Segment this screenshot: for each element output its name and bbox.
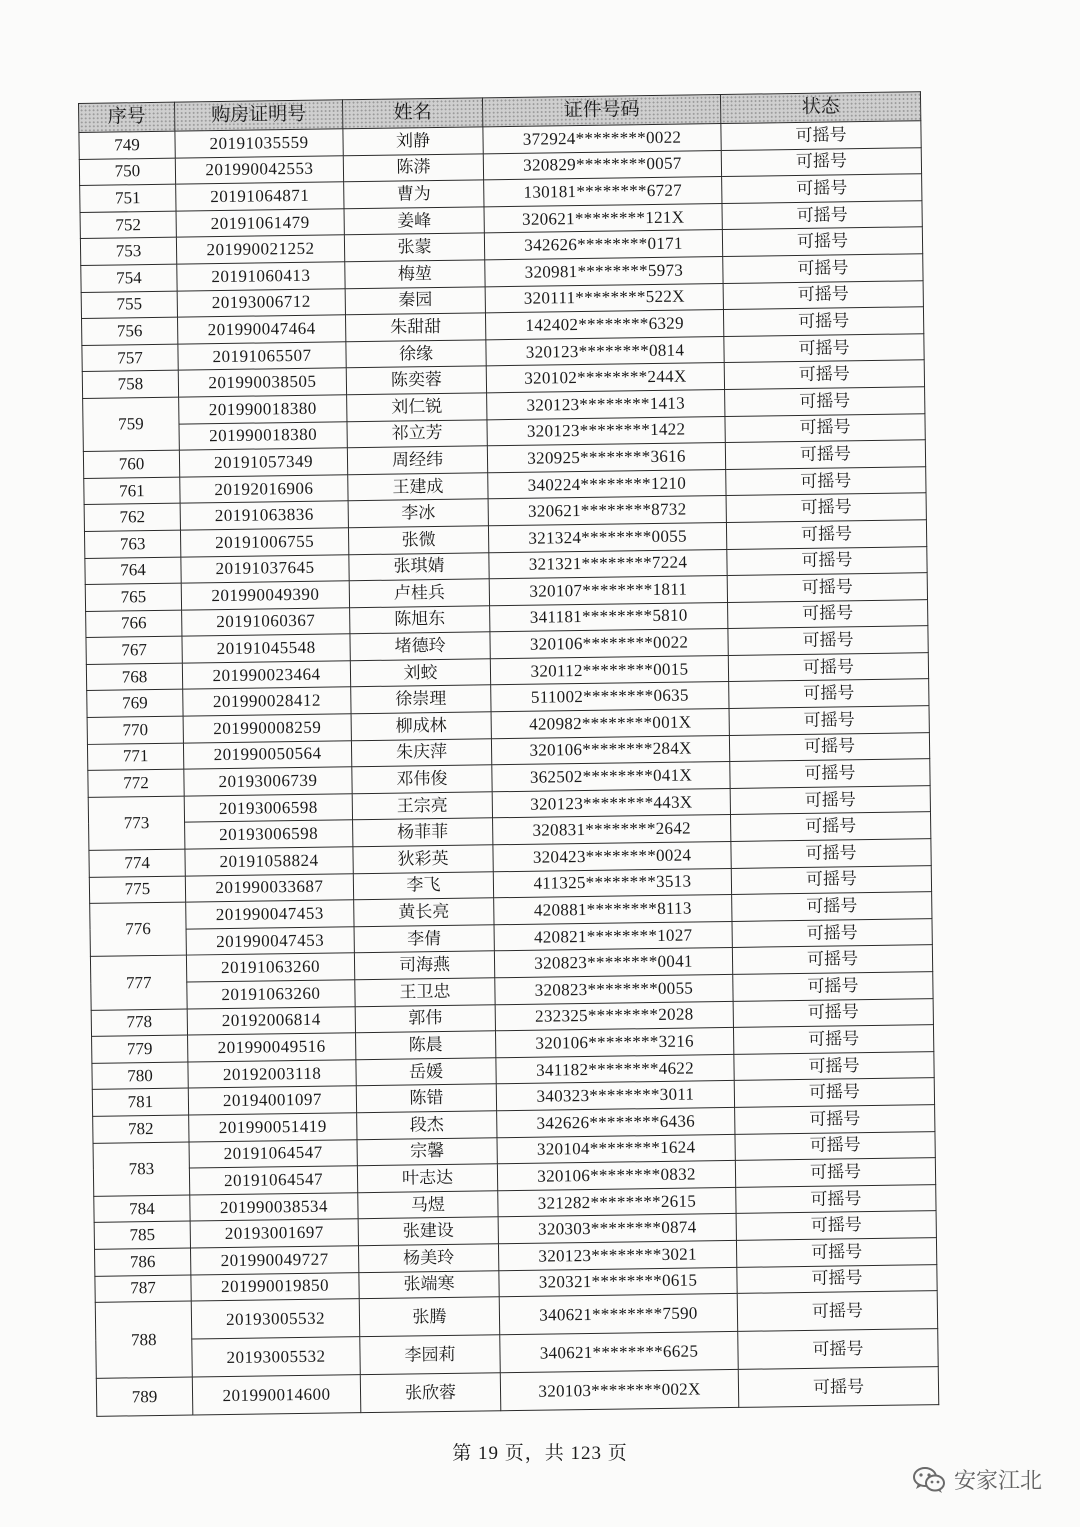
status-cell: 可摇号 — [728, 653, 928, 682]
status-cell: 可摇号 — [724, 333, 924, 362]
applicant-name-cell: 李倩 — [354, 925, 494, 954]
id-number-cell: 321282********2615 — [498, 1187, 736, 1217]
seq-cell: 763 — [84, 530, 180, 558]
purchase-cert-no-cell: 20191058824 — [185, 847, 353, 876]
purchase-cert-no-cell: 201990038534 — [190, 1192, 358, 1221]
applicant-name-cell: 周经纬 — [347, 446, 487, 475]
seq-cell: 775 — [89, 876, 185, 904]
applicant-name-cell: 陈奕蓉 — [346, 366, 486, 395]
seq-cell: 761 — [84, 477, 180, 505]
wechat-icon — [912, 1466, 946, 1494]
status-cell: 可摇号 — [732, 945, 932, 974]
id-number-cell: 232325********2028 — [495, 1001, 733, 1031]
applicant-name-cell: 曹为 — [344, 180, 484, 209]
seq-cell: 753 — [80, 238, 176, 266]
purchase-cert-no-cell: 201990038505 — [178, 368, 346, 397]
status-cell: 可摇号 — [724, 360, 924, 389]
status-cell: 可摇号 — [729, 706, 929, 735]
purchase-cert-no-cell: 201990019850 — [191, 1272, 359, 1301]
seq-cell: 768 — [86, 663, 182, 691]
applicant-name-cell: 邓伟俊 — [352, 765, 492, 794]
purchase-cert-no-cell: 201990047453 — [186, 927, 354, 956]
id-number-cell: 320106********284X — [491, 735, 729, 765]
purchase-cert-no-cell: 20191006755 — [180, 528, 348, 557]
status-cell: 可摇号 — [726, 493, 926, 522]
seq-cell: 779 — [92, 1035, 188, 1063]
applicant-name-cell: 徐缘 — [346, 340, 486, 369]
applicant-name-cell: 叶志达 — [357, 1164, 497, 1193]
seq-cell: 752 — [80, 211, 176, 239]
id-number-cell: 320925********3616 — [487, 443, 725, 473]
purchase-cert-no-cell: 20193006598 — [185, 820, 353, 849]
status-cell: 可摇号 — [731, 865, 931, 894]
seq-cell: 770 — [87, 716, 183, 744]
id-number-cell: 320123********1413 — [487, 389, 725, 419]
status-cell: 可摇号 — [722, 227, 922, 256]
id-number-cell: 320106********3216 — [495, 1028, 733, 1058]
applicant-name-cell: 朱甜甜 — [345, 313, 485, 342]
purchase-cert-no-cell: 20191064547 — [189, 1166, 357, 1195]
seq-cell: 786 — [95, 1248, 191, 1276]
purchase-cert-no-cell: 201990021252 — [176, 235, 344, 264]
purchase-cert-no-cell: 201990023464 — [182, 661, 350, 690]
purchase-cert-no-cell: 201990018380 — [179, 421, 347, 450]
applicant-name-cell: 堵德玲 — [350, 632, 490, 661]
status-cell: 可摇号 — [735, 1158, 935, 1187]
applicant-name-cell: 梅堃 — [345, 260, 485, 289]
applicant-name-cell: 刘蛟 — [350, 659, 490, 688]
status-cell: 可摇号 — [737, 1291, 938, 1332]
purchase-cert-no-cell: 20193006712 — [177, 288, 345, 317]
applicant-name-cell: 杨美玲 — [358, 1244, 498, 1273]
purchase-cert-no-cell: 20191064871 — [176, 182, 344, 211]
id-number-cell: 320423********0024 — [493, 841, 731, 871]
applicant-name-cell: 杨菲菲 — [353, 818, 493, 847]
applicant-table — [78, 91, 939, 1417]
seq-cell: 758 — [82, 370, 178, 398]
purchase-cert-no-cell: 20191045548 — [182, 634, 350, 663]
status-cell: 可摇号 — [726, 520, 926, 549]
seq-cell: 773 — [88, 796, 185, 851]
seq-cell: 788 — [95, 1301, 192, 1378]
status-cell: 可摇号 — [726, 466, 926, 495]
purchase-cert-no-cell: 201990047453 — [186, 900, 354, 929]
watermark-text: 安家江北 — [953, 1469, 1042, 1494]
seq-cell: 780 — [92, 1062, 188, 1090]
seq-cell: 759 — [83, 397, 180, 452]
id-number-cell: 320123********443X — [492, 788, 730, 818]
applicant-name-cell: 卢桂兵 — [349, 579, 489, 608]
seq-cell: 783 — [93, 1142, 190, 1197]
purchase-cert-no-cell: 20191063260 — [186, 953, 354, 982]
purchase-cert-no-cell: 201990051419 — [189, 1113, 357, 1142]
applicant-name-cell: 段杰 — [357, 1111, 497, 1140]
id-number-cell: 342626********6436 — [497, 1107, 735, 1137]
applicant-name-cell: 张建设 — [358, 1217, 498, 1246]
applicant-name-cell: 张端寒 — [359, 1270, 499, 1299]
applicant-name-cell: 马煜 — [358, 1190, 498, 1219]
id-number-cell: 320111********522X — [485, 283, 723, 313]
purchase-cert-no-cell: 20191060413 — [177, 262, 345, 291]
status-cell: 可摇号 — [733, 1025, 933, 1054]
table-body — [79, 121, 939, 1417]
applicant-name-cell: 郭伟 — [355, 1004, 495, 1033]
id-number-cell: 320123********0814 — [486, 336, 724, 366]
purchase-cert-no-cell: 20191061479 — [176, 209, 344, 238]
applicant-name-cell: 陈晨 — [356, 1031, 496, 1060]
id-number-cell: 341182********4622 — [496, 1054, 734, 1084]
seq-cell: 764 — [85, 557, 181, 585]
status-cell: 可摇号 — [721, 147, 921, 176]
purchase-cert-no-cell: 201990033687 — [185, 873, 353, 902]
status-cell: 可摇号 — [738, 1367, 939, 1408]
status-cell: 可摇号 — [727, 546, 927, 575]
id-number-cell: 340224********1210 — [488, 469, 726, 499]
id-number-cell: 372924********0022 — [483, 124, 721, 154]
seq-cell: 766 — [86, 610, 182, 638]
status-cell: 可摇号 — [722, 174, 922, 203]
id-number-cell: 130181********6727 — [484, 177, 722, 207]
id-number-cell: 320981********5973 — [485, 256, 723, 286]
status-cell: 可摇号 — [729, 679, 929, 708]
applicant-name-cell: 狄彩英 — [353, 845, 493, 874]
status-cell: 可摇号 — [728, 626, 928, 655]
seq-cell: 762 — [84, 503, 180, 531]
purchase-cert-no-cell: 201990014600 — [192, 1375, 361, 1415]
status-cell: 可摇号 — [736, 1238, 936, 1267]
applicant-name-cell: 祁立芳 — [347, 419, 487, 448]
id-number-cell: 362502********041X — [492, 762, 730, 792]
id-number-cell: 320102********244X — [486, 363, 724, 393]
status-cell: 可摇号 — [730, 786, 930, 815]
page-number: 第 19 页，共 123 页 — [452, 1443, 628, 1464]
applicant-name-cell: 柳成林 — [351, 712, 491, 741]
id-number-cell: 320106********0832 — [497, 1161, 735, 1191]
status-cell: 可摇号 — [725, 413, 925, 442]
applicant-name-cell: 朱庆萍 — [351, 738, 491, 767]
purchase-cert-no-cell: 20193005532 — [191, 1299, 360, 1339]
applicant-name-cell: 王建成 — [348, 473, 488, 502]
seq-cell: 755 — [81, 291, 177, 319]
seq-cell: 765 — [85, 583, 181, 611]
id-number-cell: 340621********7590 — [499, 1294, 738, 1335]
status-cell: 可摇号 — [725, 387, 925, 416]
applicant-name-cell: 司海燕 — [354, 951, 494, 980]
seq-cell: 772 — [88, 769, 184, 797]
id-number-cell: 340621********6625 — [500, 1332, 739, 1373]
applicant-name-cell: 宗馨 — [357, 1137, 497, 1166]
status-cell: 可摇号 — [725, 440, 925, 469]
applicant-name-cell: 秦园 — [345, 286, 485, 315]
purchase-cert-no-cell: 20191063836 — [180, 501, 348, 530]
purchase-cert-no-cell: 20192003118 — [188, 1059, 356, 1088]
status-cell: 可摇号 — [727, 573, 927, 602]
purchase-cert-no-cell: 20192006814 — [187, 1006, 355, 1035]
status-cell: 可摇号 — [730, 759, 930, 788]
status-cell: 可摇号 — [736, 1211, 936, 1240]
seq-cell: 767 — [86, 636, 182, 664]
id-number-cell: 321321********7224 — [489, 549, 727, 579]
applicant-name-cell: 张欣蓉 — [360, 1373, 501, 1413]
id-number-cell: 420881********8113 — [494, 895, 732, 925]
purchase-cert-no-cell: 201990049516 — [188, 1033, 356, 1062]
id-number-cell: 320123********1422 — [487, 416, 725, 446]
seq-cell: 777 — [90, 955, 187, 1010]
status-cell: 可摇号 — [734, 1051, 934, 1080]
status-cell: 可摇号 — [723, 280, 923, 309]
applicant-name-cell: 张蒙 — [344, 233, 484, 262]
applicant-name-cell: 刘仁锐 — [347, 393, 487, 422]
header-status: 状态 — [720, 92, 920, 124]
purchase-cert-no-cell: 201990018380 — [179, 395, 347, 424]
id-number-cell: 340323********3011 — [496, 1081, 734, 1111]
id-number-cell: 320123********3021 — [498, 1240, 736, 1270]
id-number-cell: 320831********2642 — [493, 815, 731, 845]
status-cell: 可摇号 — [731, 812, 931, 841]
purchase-cert-no-cell: 20192016906 — [180, 474, 348, 503]
purchase-cert-no-cell: 201990049390 — [181, 581, 349, 610]
applicant-name-cell: 张腾 — [359, 1297, 500, 1337]
seq-cell: 751 — [80, 184, 176, 212]
id-number-cell: 320107********1811 — [489, 576, 727, 606]
id-number-cell: 320106********0022 — [490, 629, 728, 659]
header-purchase-cert-no: 购房证明号 — [174, 100, 342, 131]
applicant-name-cell: 岳媛 — [356, 1058, 496, 1087]
status-cell: 可摇号 — [723, 307, 923, 336]
watermark — [912, 1464, 1042, 1495]
purchase-cert-no-cell: 201990008259 — [183, 714, 351, 743]
status-cell: 可摇号 — [733, 998, 933, 1027]
seq-cell: 784 — [94, 1195, 190, 1223]
seq-cell: 754 — [81, 264, 177, 292]
status-cell: 可摇号 — [732, 918, 932, 947]
applicant-name-cell: 陈漭 — [343, 153, 483, 182]
seq-cell: 749 — [79, 131, 175, 159]
id-number-cell: 420821********1027 — [494, 921, 732, 951]
status-cell: 可摇号 — [738, 1329, 939, 1370]
status-cell: 可摇号 — [722, 201, 922, 230]
status-cell: 可摇号 — [736, 1184, 936, 1213]
purchase-cert-no-cell: 20191064547 — [189, 1139, 357, 1168]
applicant-name-cell: 姜峰 — [344, 207, 484, 236]
seq-cell: 778 — [91, 1009, 187, 1037]
purchase-cert-no-cell: 20194001097 — [188, 1086, 356, 1115]
status-cell: 可摇号 — [734, 1078, 934, 1107]
id-number-cell: 341181********5810 — [490, 602, 728, 632]
applicant-name-cell: 李园莉 — [360, 1335, 501, 1375]
seq-cell: 750 — [79, 158, 175, 186]
status-cell: 可摇号 — [723, 254, 923, 283]
seq-cell: 771 — [87, 743, 183, 771]
header-id-number: 证件号码 — [482, 95, 720, 127]
applicant-name-cell: 张琪婧 — [349, 552, 489, 581]
seq-cell: 787 — [95, 1275, 191, 1303]
id-number-cell: 320112********0015 — [490, 655, 728, 685]
id-number-cell: 320621********121X — [484, 203, 722, 233]
id-number-cell: 511002********0635 — [491, 682, 729, 712]
applicant-name-cell: 黄长亮 — [354, 898, 494, 927]
status-cell: 可摇号 — [729, 732, 929, 761]
purchase-cert-no-cell: 20191065507 — [178, 342, 346, 371]
applicant-name-cell: 陈错 — [356, 1084, 496, 1113]
applicant-name-cell: 王卫忠 — [355, 978, 495, 1007]
purchase-cert-no-cell: 20191060367 — [182, 607, 350, 636]
id-number-cell: 342626********0171 — [484, 230, 722, 260]
status-cell: 可摇号 — [721, 121, 921, 150]
purchase-cert-no-cell: 20191057349 — [179, 448, 347, 477]
seq-cell: 769 — [87, 690, 183, 718]
seq-cell: 782 — [93, 1115, 189, 1143]
id-number-cell: 320823********0041 — [494, 948, 732, 978]
applicant-name-cell: 张微 — [348, 526, 488, 555]
purchase-cert-no-cell: 20193001697 — [190, 1219, 358, 1248]
applicant-name-cell: 陈旭东 — [350, 605, 490, 634]
applicant-name-cell: 刘静 — [343, 127, 483, 156]
purchase-cert-no-cell: 201990028412 — [183, 687, 351, 716]
purchase-cert-no-cell: 20193006598 — [184, 794, 352, 823]
header-name: 姓名 — [342, 98, 482, 129]
purchase-cert-no-cell: 201990050564 — [183, 740, 351, 769]
applicant-name-cell: 徐崇理 — [351, 685, 491, 714]
purchase-cert-no-cell: 20193005532 — [192, 1337, 361, 1377]
seq-cell: 781 — [92, 1088, 188, 1116]
purchase-cert-no-cell: 201990049727 — [190, 1246, 358, 1275]
seq-cell: 757 — [82, 344, 178, 372]
seq-cell: 776 — [90, 902, 187, 957]
purchase-cert-no-cell: 20191037645 — [181, 554, 349, 583]
seq-cell: 785 — [94, 1221, 190, 1249]
applicant-name-cell: 王宗亮 — [352, 792, 492, 821]
purchase-cert-no-cell: 20191063260 — [187, 980, 355, 1009]
purchase-cert-no-cell: 20193006739 — [184, 767, 352, 796]
status-cell: 可摇号 — [733, 972, 933, 1001]
id-number-cell: 320104********1624 — [497, 1134, 735, 1164]
seq-cell: 760 — [83, 450, 179, 478]
status-cell: 可摇号 — [731, 839, 931, 868]
status-cell: 可摇号 — [735, 1105, 935, 1134]
status-cell: 可摇号 — [728, 599, 928, 628]
id-number-cell: 420982********001X — [491, 709, 729, 739]
purchase-cert-no-cell: 201990047464 — [178, 315, 346, 344]
id-number-cell: 320303********0874 — [498, 1214, 736, 1244]
id-number-cell: 411325********3513 — [493, 868, 731, 898]
seq-cell: 756 — [82, 317, 178, 345]
id-number-cell: 320621********8732 — [488, 496, 726, 526]
id-number-cell: 320321********0615 — [499, 1267, 737, 1297]
header-seq: 序号 — [79, 102, 175, 132]
status-cell: 可摇号 — [732, 892, 932, 921]
id-number-cell: 321324********0055 — [488, 522, 726, 552]
id-number-cell: 320103********002X — [500, 1370, 739, 1411]
status-cell: 可摇号 — [735, 1131, 935, 1160]
seq-cell: 774 — [89, 849, 185, 877]
purchase-cert-no-cell: 20191035559 — [175, 129, 343, 158]
applicant-name-cell: 李冰 — [348, 499, 488, 528]
seq-cell: 789 — [96, 1377, 193, 1416]
id-number-cell: 320829********0057 — [483, 150, 721, 180]
purchase-cert-no-cell: 201990042553 — [175, 155, 343, 184]
id-number-cell: 142402********6329 — [485, 310, 723, 340]
applicant-name-cell: 李飞 — [353, 871, 493, 900]
status-cell: 可摇号 — [737, 1264, 937, 1293]
id-number-cell: 320823********0055 — [495, 974, 733, 1004]
